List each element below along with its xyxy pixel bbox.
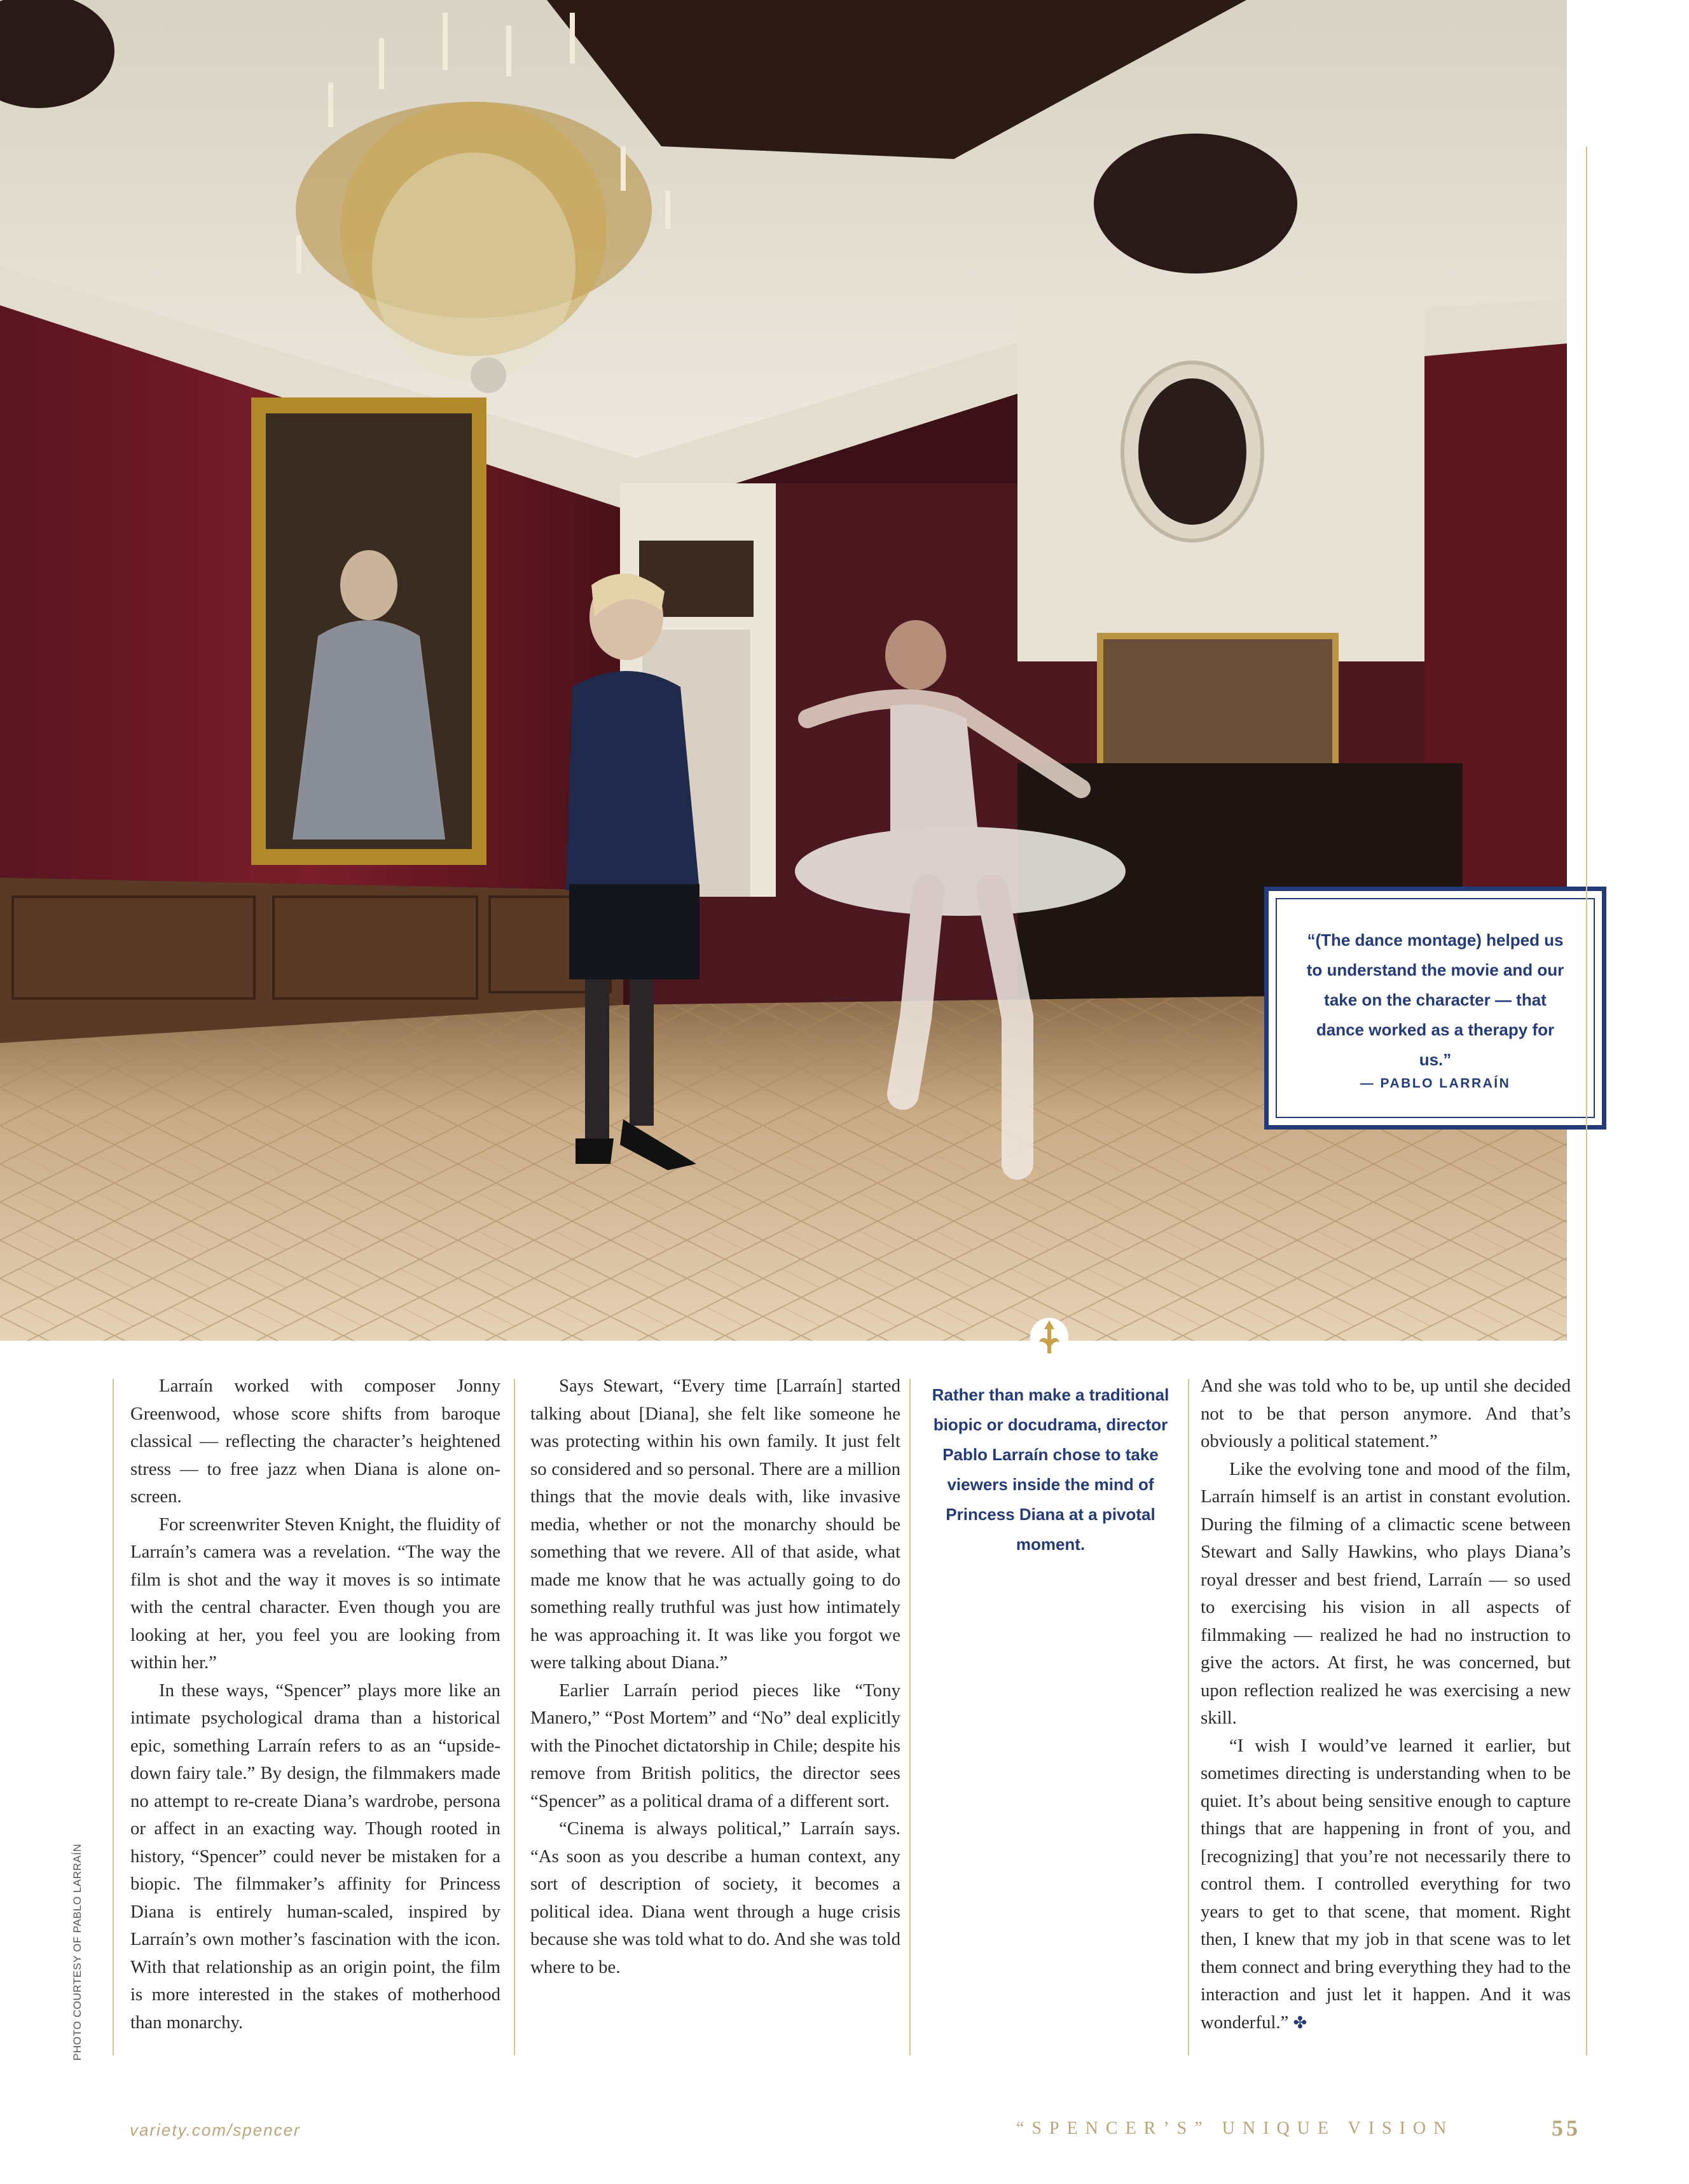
article-column-4: [1201, 1372, 1571, 2036]
article-column-1: [130, 1372, 500, 2036]
paragraph-text: “I wish I would’ve learned it earlier, but sometimes directing is understanding when to be quiet. It’s about being sensitive enough to capture things that are happening in front of you, and [recognizing] that you’re not necessarily there to control them. I controlled everything for two years to get to that scene, that moment. Right then, I knew that my job in that scene was to let them connect and bring everything they had to the interaction and just let it happen. And it was wonderful.”: [1201, 1735, 1571, 2033]
paragraph: Larraín worked with composer Jonny Greenwood, whose score shifts from baroque classical — reflecting the character’s heightened stress — to free jazz when Diana is alone on-screen.: [130, 1376, 500, 1507]
paragraph: Says Stewart, “Every time [Larraín] started talking about [Diana], she felt like someone he was protecting within his own family. It just felt so considered and so personal. There are a million things that the movie deals with, like invasive media, whether or not the monarchy should be something that we revere. All of that aside, what made me know that he was actually going to do something really truthful was just how intimately he was approaching it. It was like you forgot we were talking about Diana.”: [530, 1376, 900, 1673]
paragraph: For screenwriter Steven Knight, the fluidity of Larraín’s camera was a revelation. “The way the film is shot and the way it moves is so intimate with the central character. Even though you are looking at her, you feel you are looking from within her.”: [130, 1514, 500, 1673]
photo-credit: PHOTO COURTESY OF PABLO LARRAÍN: [71, 1843, 83, 2061]
pull-quote-box: [1264, 887, 1606, 1130]
column-rule: [514, 1379, 515, 2056]
sidebar-deck: Rather than make a traditional biopic or docudrama, director Pablo Larraín chose to take viewers inside the mind of Princess Diana at a pivotal moment.: [932, 1385, 1169, 1554]
page-number: 55: [1552, 2115, 1581, 2141]
column-rule: [1586, 146, 1587, 2056]
pull-quote-frame: [1276, 898, 1595, 1118]
column-rule: [909, 1379, 911, 2056]
footer-url-link[interactable]: variety.com/spencer: [130, 2120, 301, 2139]
paragraph: “Cinema is always political,” Larraín says. “As soon as you describe a human context, any sort of description of society, it becomes a political idea. Diana went through a huge crisis because she was told what to do. And she was told where to be.: [530, 1818, 900, 1977]
paragraph: And she was told who to be, up until she decided not to be that person anymore. And that’s obviously a political statement.”: [1201, 1376, 1571, 1451]
paragraph: [1201, 1732, 1571, 2037]
fleur-ornament-icon: [1029, 1311, 1070, 1369]
column-rule: [113, 1379, 114, 2056]
pull-quote-attribution: — PABLO LARRAÍN: [1360, 1075, 1511, 1091]
paragraph: Like the evolving tone and mood of the film, Larraín himself is an artist in constant evolution. During the filming of a climactic scene between Stewart and Sally Hawkins, who plays Diana’s royal dresser and best friend, Larraín — so used to exercising his vision in all aspects of filmmaking — realized he had no instruction to give the actors. At first, he was concerned, but upon reflection realized he was exercising a new skill.: [1201, 1458, 1571, 1728]
pull-quote-text: “(The dance montage) helped us to understand the movie and our take on the character — that dance worked as a therapy for us.”: [1306, 930, 1564, 1069]
end-mark-icon: ✤: [1293, 2013, 1307, 2032]
article-column-2: [530, 1372, 900, 1981]
paragraph: In these ways, “Spencer” plays more like an intimate psychological drama than a historical epic, something Larraín refers to as an “upside-down fairy tale.” By design, the filmmakers made no attempt to re-create Diana’s wardrobe, persona or affect in an exacting way. Though rooted in history, “Spencer” could never be mistaken for a biopic. The filmmaker’s affinity for Princess Diana is entirely human-scaled, inspired by Larraín’s own mother’s fascination with the icon. With that relationship as an origin point, the film is more interested in the stakes of motherhood than monarchy.: [130, 1680, 500, 2033]
column-rule: [1188, 1379, 1189, 2056]
paragraph: Earlier Larraín period pieces like “Tony Manero,” “Post Mortem” and “No” deal explicitly with the Pinochet dictatorship in Chile; despite his remove from British politics, the director sees “Spencer” as a political drama of a different sort.: [530, 1680, 900, 1811]
footer-section-title: “SPENCER’S” UNIQUE VISION: [1016, 2118, 1454, 2138]
